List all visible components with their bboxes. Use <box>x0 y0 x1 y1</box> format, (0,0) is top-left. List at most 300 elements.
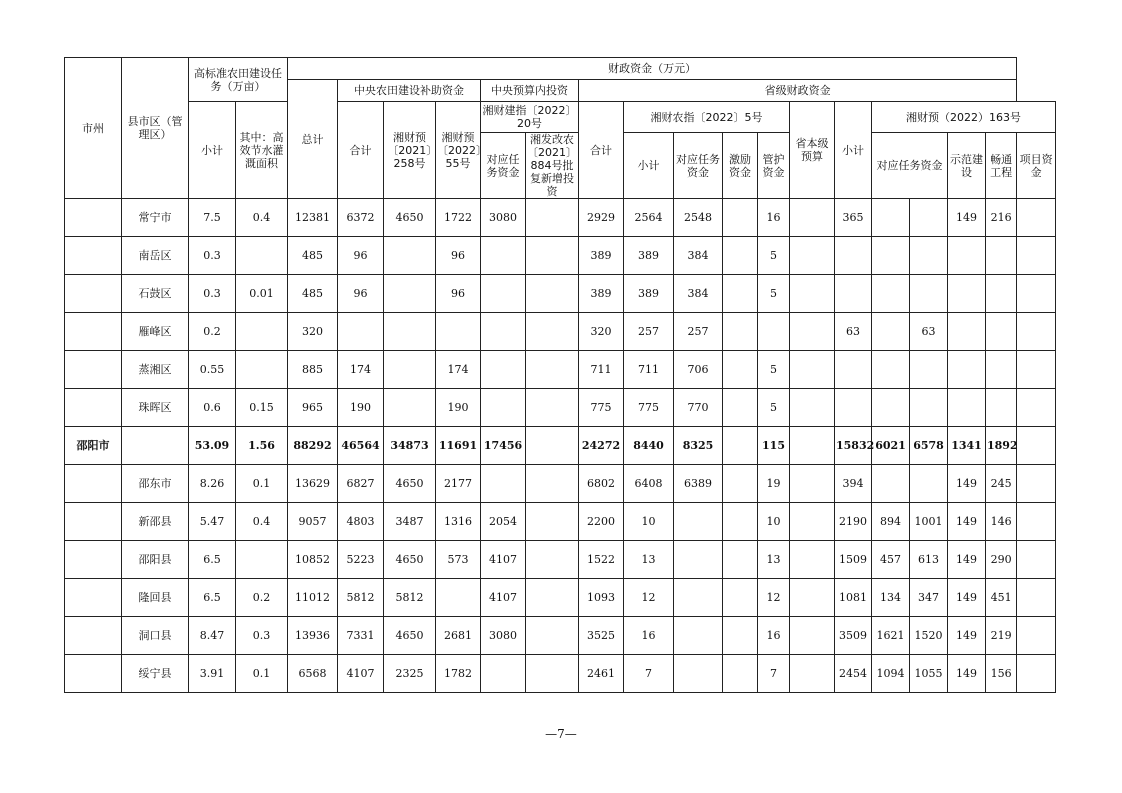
cell-city <box>65 617 122 655</box>
cell-value: 389 <box>579 237 624 275</box>
cell-county: 邵东市 <box>122 465 189 503</box>
cell-value: 2548 <box>674 199 723 237</box>
table-row <box>65 199 1056 237</box>
cell-value: 0.1 <box>236 465 288 503</box>
cell-value: 1341 <box>948 427 986 465</box>
header-fiscal-group: 财政资金（万元） <box>288 58 1017 80</box>
cell-value: 1001 <box>910 503 948 541</box>
header-cs-258: 湘财预〔2021〕258号 <box>384 102 436 199</box>
cell-value <box>910 237 948 275</box>
cell-value <box>436 313 481 351</box>
cell-value <box>674 617 723 655</box>
cell-value: 12 <box>624 579 674 617</box>
cell-value <box>910 275 948 313</box>
cell-city <box>65 237 122 275</box>
cell-value <box>872 465 910 503</box>
cell-value <box>674 541 723 579</box>
cell-value <box>790 351 835 389</box>
header-cs-total: 合计 <box>338 102 384 199</box>
table-row <box>65 389 1056 427</box>
cell-value <box>1017 313 1056 351</box>
cell-value <box>910 465 948 503</box>
cell-value: 457 <box>872 541 910 579</box>
cell-value: 0.3 <box>236 617 288 655</box>
cell-value: 5 <box>758 389 790 427</box>
header-central-budget: 中央预算内投资 <box>481 80 579 102</box>
header-city: 市州 <box>65 58 122 199</box>
cell-value: 16 <box>758 199 790 237</box>
cell-value <box>723 427 758 465</box>
cell-value: 770 <box>674 389 723 427</box>
cell-value: 88292 <box>288 427 338 465</box>
cell-value: 1.56 <box>236 427 288 465</box>
cell-value <box>948 237 986 275</box>
cell-value <box>1017 389 1056 427</box>
cell-value <box>723 655 758 693</box>
cell-value: 485 <box>288 237 338 275</box>
cell-value: 0.15 <box>236 389 288 427</box>
cell-value: 365 <box>835 199 872 237</box>
cell-value <box>758 313 790 351</box>
header-pr163-task: 对应任务资金 <box>872 133 948 199</box>
cell-value: 775 <box>624 389 674 427</box>
cell-value: 2200 <box>579 503 624 541</box>
cell-value: 19 <box>758 465 790 503</box>
table-row <box>65 541 1056 579</box>
cell-value <box>872 237 910 275</box>
cell-value: 5812 <box>384 579 436 617</box>
cell-value: 216 <box>986 199 1017 237</box>
cell-value: 1782 <box>436 655 481 693</box>
cell-value: 347 <box>910 579 948 617</box>
cell-value: 320 <box>288 313 338 351</box>
cell-value: 0.6 <box>189 389 236 427</box>
page-number: —7— <box>545 727 577 741</box>
table-header <box>65 58 1056 199</box>
cell-value <box>835 351 872 389</box>
cell-value: 0.01 <box>236 275 288 313</box>
cell-value <box>723 541 758 579</box>
cell-value <box>236 541 288 579</box>
cell-value: 1081 <box>835 579 872 617</box>
cell-value: 711 <box>624 351 674 389</box>
table-row <box>65 655 1056 693</box>
cell-value: 8325 <box>674 427 723 465</box>
cell-value <box>790 579 835 617</box>
table-row <box>65 503 1056 541</box>
cell-value: 13 <box>624 541 674 579</box>
cell-value: 11012 <box>288 579 338 617</box>
cell-value: 394 <box>835 465 872 503</box>
cell-value <box>526 579 579 617</box>
cell-value <box>526 541 579 579</box>
cell-value: 13 <box>758 541 790 579</box>
cell-value: 6408 <box>624 465 674 503</box>
cell-value <box>723 199 758 237</box>
cell-value: 7 <box>624 655 674 693</box>
cell-value: 13936 <box>288 617 338 655</box>
cell-value: 965 <box>288 389 338 427</box>
cell-value <box>526 617 579 655</box>
cell-county <box>122 427 189 465</box>
cell-value: 2190 <box>835 503 872 541</box>
cell-value <box>526 655 579 693</box>
table-body <box>65 199 1056 693</box>
cell-value: 6802 <box>579 465 624 503</box>
cell-value: 149 <box>948 465 986 503</box>
cell-value: 0.3 <box>189 237 236 275</box>
cell-value: 389 <box>579 275 624 313</box>
cell-city <box>65 655 122 693</box>
cell-value <box>526 237 579 275</box>
cell-value: 15832 <box>835 427 872 465</box>
cell-value <box>674 579 723 617</box>
cell-value <box>790 313 835 351</box>
cell-value: 190 <box>436 389 481 427</box>
cell-value: 1094 <box>872 655 910 693</box>
header-pr-level-budget: 省本级预算 <box>790 102 835 199</box>
cell-value: 2681 <box>436 617 481 655</box>
header-cb-884: 湘发改农〔2021〕884号批复新增投资 <box>527 133 577 198</box>
cell-value: 389 <box>624 275 674 313</box>
cell-value: 5 <box>758 275 790 313</box>
table-row <box>65 427 1056 465</box>
cell-value <box>872 313 910 351</box>
cell-value <box>790 503 835 541</box>
cell-city <box>65 313 122 351</box>
cell-value <box>910 351 948 389</box>
cell-value: 6.5 <box>189 541 236 579</box>
cell-value: 1093 <box>579 579 624 617</box>
cell-value: 3.91 <box>189 655 236 693</box>
header-pr-subtotal: 小计 <box>835 102 872 199</box>
cell-value: 149 <box>948 503 986 541</box>
cell-value: 8.47 <box>189 617 236 655</box>
cell-value: 389 <box>624 237 674 275</box>
header-central-subsidy: 中央农田建设补助资金 <box>338 80 481 102</box>
cell-city <box>65 465 122 503</box>
cell-value: 384 <box>674 237 723 275</box>
cell-value: 2454 <box>835 655 872 693</box>
cell-value: 1055 <box>910 655 948 693</box>
cell-value <box>481 465 526 503</box>
cell-value: 96 <box>338 237 384 275</box>
cell-value: 34873 <box>384 427 436 465</box>
cell-value: 4107 <box>481 541 526 579</box>
cell-value: 894 <box>872 503 910 541</box>
cell-value: 3487 <box>384 503 436 541</box>
header-pr5-maint: 管护资金 <box>758 133 790 199</box>
cell-value: 573 <box>436 541 481 579</box>
cell-value: 9057 <box>288 503 338 541</box>
cell-value <box>723 389 758 427</box>
cell-value <box>723 351 758 389</box>
cell-value: 146 <box>986 503 1017 541</box>
cell-value <box>986 313 1017 351</box>
cell-value: 46564 <box>338 427 384 465</box>
header-provincial: 省级财政资金 <box>579 80 1017 102</box>
cell-value: 6.5 <box>189 579 236 617</box>
cell-value: 0.2 <box>236 579 288 617</box>
cell-value <box>986 237 1017 275</box>
cell-value: 7.5 <box>189 199 236 237</box>
cell-value <box>723 503 758 541</box>
cell-value: 6568 <box>288 655 338 693</box>
cell-value <box>526 503 579 541</box>
cell-value: 1722 <box>436 199 481 237</box>
cell-value <box>790 655 835 693</box>
cell-county: 蒸湘区 <box>122 351 189 389</box>
cell-value <box>872 199 910 237</box>
cell-value: 96 <box>338 275 384 313</box>
cell-county: 绥宁县 <box>122 655 189 693</box>
cell-value: 6827 <box>338 465 384 503</box>
cell-city <box>65 503 122 541</box>
cell-value: 10852 <box>288 541 338 579</box>
cell-city <box>65 389 122 427</box>
cell-value: 1316 <box>436 503 481 541</box>
cell-value: 5 <box>758 237 790 275</box>
cell-value: 245 <box>986 465 1017 503</box>
cell-value <box>910 389 948 427</box>
cell-value: 96 <box>436 237 481 275</box>
cell-county: 珠晖区 <box>122 389 189 427</box>
cell-value <box>526 199 579 237</box>
cell-value: 156 <box>986 655 1017 693</box>
header-task-group: 高标准农田建设任务（万亩） <box>189 58 288 102</box>
cell-value: 711 <box>579 351 624 389</box>
cell-value: 485 <box>288 275 338 313</box>
cell-value: 53.09 <box>189 427 236 465</box>
cell-value <box>1017 617 1056 655</box>
cell-value: 12 <box>758 579 790 617</box>
cell-value <box>384 237 436 275</box>
cell-value: 1522 <box>579 541 624 579</box>
cell-value <box>1017 503 1056 541</box>
header-pr163-demo: 示范建设 <box>948 133 986 199</box>
cell-value: 149 <box>948 541 986 579</box>
cell-city <box>65 199 122 237</box>
cell-value <box>835 275 872 313</box>
cell-value: 0.1 <box>236 655 288 693</box>
cell-value <box>872 275 910 313</box>
cell-value: 24272 <box>579 427 624 465</box>
cell-value: 134 <box>872 579 910 617</box>
cell-value: 174 <box>436 351 481 389</box>
cell-value: 149 <box>948 199 986 237</box>
cell-value <box>986 275 1017 313</box>
cell-value: 7331 <box>338 617 384 655</box>
cell-value <box>674 503 723 541</box>
cell-value: 11691 <box>436 427 481 465</box>
cell-value <box>384 313 436 351</box>
cell-county: 南岳区 <box>122 237 189 275</box>
cell-value <box>384 351 436 389</box>
cell-city <box>65 541 122 579</box>
cell-value: 775 <box>579 389 624 427</box>
cell-value: 1520 <box>910 617 948 655</box>
cell-value: 3509 <box>835 617 872 655</box>
cell-county: 隆回县 <box>122 579 189 617</box>
cell-value <box>526 389 579 427</box>
header-pr5-incentive: 激励资金 <box>723 133 758 199</box>
cell-value <box>872 351 910 389</box>
cell-value: 290 <box>986 541 1017 579</box>
cell-value <box>790 465 835 503</box>
cell-value: 0.2 <box>189 313 236 351</box>
cell-value: 5 <box>758 351 790 389</box>
cell-county: 新邵县 <box>122 503 189 541</box>
header-task-water-saving: 其中：高效节水灌溉面积 <box>236 102 288 199</box>
cell-value: 0.3 <box>189 275 236 313</box>
cell-value: 149 <box>948 617 986 655</box>
cell-value: 2325 <box>384 655 436 693</box>
cell-value: 174 <box>338 351 384 389</box>
cell-value: 8440 <box>624 427 674 465</box>
cell-value <box>338 313 384 351</box>
cell-value <box>236 351 288 389</box>
cell-value <box>790 617 835 655</box>
cell-value <box>526 465 579 503</box>
cell-value: 4650 <box>384 541 436 579</box>
cell-value: 7 <box>758 655 790 693</box>
cell-value: 1892 <box>986 427 1017 465</box>
cell-value: 13629 <box>288 465 338 503</box>
cell-value <box>723 465 758 503</box>
cell-value: 149 <box>948 579 986 617</box>
cell-city <box>65 275 122 313</box>
cell-city <box>65 579 122 617</box>
cell-value: 4107 <box>481 579 526 617</box>
cell-county: 石鼓区 <box>122 275 189 313</box>
cell-county: 常宁市 <box>122 199 189 237</box>
cell-value: 6389 <box>674 465 723 503</box>
cell-value: 96 <box>436 275 481 313</box>
cell-value <box>674 655 723 693</box>
cell-value <box>986 351 1017 389</box>
table-row <box>65 579 1056 617</box>
cell-value: 17456 <box>481 427 526 465</box>
cell-value: 5223 <box>338 541 384 579</box>
cell-value: 2461 <box>579 655 624 693</box>
cell-value: 1509 <box>835 541 872 579</box>
cell-value: 320 <box>579 313 624 351</box>
header-pr163-project: 项目资金 <box>1017 133 1056 199</box>
cell-county: 雁峰区 <box>122 313 189 351</box>
cell-value <box>790 427 835 465</box>
cell-value: 16 <box>624 617 674 655</box>
cell-value: 219 <box>986 617 1017 655</box>
cell-value: 63 <box>835 313 872 351</box>
cell-value <box>790 389 835 427</box>
header-cb-doc: 湘财建指〔2022〕20号 <box>481 102 579 133</box>
cell-value <box>526 427 579 465</box>
cell-value: 0.55 <box>189 351 236 389</box>
cell-value <box>1017 541 1056 579</box>
header-cb-task: 对应任务资金 <box>481 133 526 199</box>
cell-county: 洞口县 <box>122 617 189 655</box>
header-cs-55: 湘财预〔2022〕55号 <box>436 102 481 199</box>
cell-value: 257 <box>674 313 723 351</box>
cell-value <box>526 351 579 389</box>
cell-value: 5812 <box>338 579 384 617</box>
header-county: 县市区（管理区） <box>122 58 189 199</box>
cell-value: 885 <box>288 351 338 389</box>
cell-value: 2177 <box>436 465 481 503</box>
table-row <box>65 617 1056 655</box>
header-pr5-subtotal: 小计 <box>624 133 674 199</box>
cell-value: 2929 <box>579 199 624 237</box>
table-row <box>65 465 1056 503</box>
cell-value: 3525 <box>579 617 624 655</box>
cell-value: 6372 <box>338 199 384 237</box>
cell-value: 149 <box>948 655 986 693</box>
cell-value: 1621 <box>872 617 910 655</box>
cell-value: 6021 <box>872 427 910 465</box>
cell-value: 16 <box>758 617 790 655</box>
cell-value <box>835 237 872 275</box>
table-row <box>65 275 1056 313</box>
cell-value: 2564 <box>624 199 674 237</box>
cell-value <box>481 389 526 427</box>
cell-value: 4107 <box>338 655 384 693</box>
cell-value <box>948 313 986 351</box>
cell-value: 12381 <box>288 199 338 237</box>
header-pr-doc163: 湘财预（2022）163号 <box>872 102 1056 133</box>
cell-city: 邵阳市 <box>65 427 122 465</box>
cell-value <box>481 313 526 351</box>
header-pr5-task: 对应任务资金 <box>674 133 723 199</box>
cell-value: 257 <box>624 313 674 351</box>
cell-value <box>1017 351 1056 389</box>
cell-value: 10 <box>758 503 790 541</box>
cell-value <box>436 579 481 617</box>
cell-value <box>236 313 288 351</box>
cell-value: 4803 <box>338 503 384 541</box>
cell-value: 0.4 <box>236 199 288 237</box>
cell-value <box>1017 427 1056 465</box>
cell-value: 4650 <box>384 617 436 655</box>
header-task-subtotal: 小计 <box>189 102 236 199</box>
table-row <box>65 237 1056 275</box>
cell-value <box>1017 275 1056 313</box>
cell-value <box>384 275 436 313</box>
table-row <box>65 313 1056 351</box>
cell-value <box>790 275 835 313</box>
cell-value <box>910 199 948 237</box>
cell-value: 10 <box>624 503 674 541</box>
table-row <box>65 351 1056 389</box>
cell-value <box>481 275 526 313</box>
cell-value <box>1017 237 1056 275</box>
cell-value <box>835 389 872 427</box>
header-pr-doc5: 湘财农指〔2022〕5号 <box>624 102 790 133</box>
cell-value: 6578 <box>910 427 948 465</box>
cell-value <box>481 655 526 693</box>
cell-value: 0.4 <box>236 503 288 541</box>
cell-value <box>723 313 758 351</box>
cell-city <box>65 351 122 389</box>
header-pr163-unblock: 畅通工程 <box>986 133 1017 199</box>
cell-value <box>948 389 986 427</box>
cell-value <box>790 199 835 237</box>
cell-value <box>481 351 526 389</box>
cell-value <box>384 389 436 427</box>
cell-value: 115 <box>758 427 790 465</box>
cell-value: 706 <box>674 351 723 389</box>
cell-value: 613 <box>910 541 948 579</box>
header-pr-total: 合计 <box>579 102 624 199</box>
